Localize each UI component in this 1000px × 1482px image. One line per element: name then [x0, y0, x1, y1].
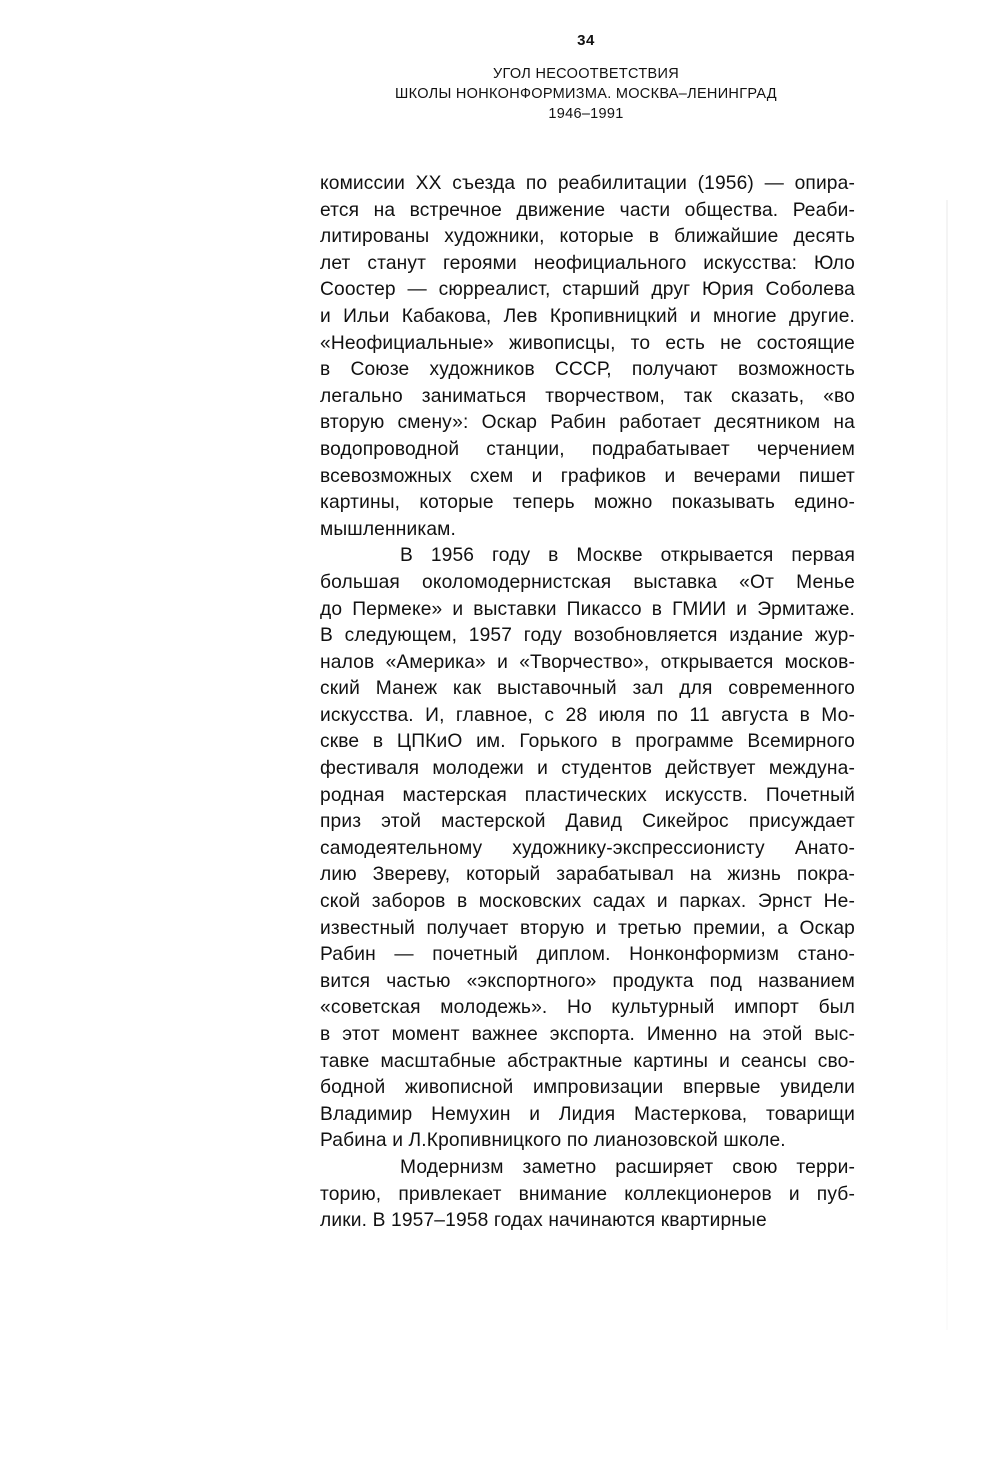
text-line: в этот момент важнее экспорта. Именно на этой выс-: [320, 1024, 855, 1045]
text-line: вится частью «экспортного» продукта под названием: [320, 970, 855, 992]
body-text: [320, 171, 855, 1235]
text-line: и Ильи Кабакова, Лев Кропивницкий и многие другие.: [320, 305, 855, 327]
page-edge-shadow: [946, 200, 948, 1330]
text-line: «Неофициальные» живописцы, то есть не состоящие: [320, 332, 855, 354]
text-line: ский Манеж как выставочный зал для современного: [320, 678, 855, 700]
text-line: торию, привлекает внимание коллекционеров и пуб-: [320, 1183, 855, 1205]
running-head-line: УГОЛ НЕСООТВЕТСТВИЯ: [493, 66, 679, 82]
text-line: Модернизм заметно расширяет свою терри-: [400, 1156, 855, 1178]
paragraph: [320, 171, 855, 543]
text-line: большая околомодернистская выставка «От Менье: [320, 571, 855, 593]
text-line: до Пермеке» и выставки Пикассо в ГМИИ и Эрмитаже.: [320, 598, 855, 620]
text-line: тавке масштабные абстрактные картины и сеансы сво-: [320, 1050, 855, 1072]
text-line: Соостер — сюрреалист, старший друг Юрия Соболева: [320, 279, 855, 301]
text-line: фестиваля молодежи и студентов действует междуна-: [320, 758, 855, 780]
text-line: искусства. И, главное, с 28 июля по 11 августа в Мо-: [320, 704, 855, 726]
text-line: литированы художники, которые в ближайшие десять: [320, 226, 855, 248]
text-line: в Союзе художников СССР, получают возможность: [320, 359, 855, 381]
text-line: Рабина и Л.Кропивницкого по лианозовской школе.: [320, 1130, 786, 1152]
text-line: бодной живописной импровизации впервые увидели: [320, 1077, 855, 1099]
text-line: вторую смену»: Оскар Рабин работает десятником на: [320, 412, 855, 434]
text-line: Владимир Немухин и Лидия Мастеркова, товарищи: [320, 1103, 855, 1125]
paragraph: [320, 543, 855, 1155]
text-line: лики. В 1957–1958 годах начинаются квартирные: [320, 1210, 767, 1232]
text-line: лет станут героями неофициального искусства: Юло: [320, 252, 855, 274]
text-line: приз этой мастерской Давид Сикейрос присуждает: [320, 811, 855, 833]
text-line: картины, которые теперь можно показывать едино-: [320, 492, 855, 514]
text-line: родная мастерская пластических искусств. Почетный: [320, 784, 855, 806]
running-head: [0, 64, 1000, 124]
text-line: ется на встречное движение части общества. Реаби-: [320, 199, 855, 221]
page-number: 34: [577, 32, 595, 49]
text-line: «советская молодежь». Но культурный импорт был: [320, 997, 855, 1019]
text-line: В следующем, 1957 году возобновляется издание жур-: [320, 625, 855, 647]
running-head-line: 1946–1991: [548, 106, 624, 122]
running-head-line: ШКОЛЫ НОНКОНФОРМИЗМА. МОСКВА–ЛЕНИНГРАД: [395, 86, 777, 102]
text-line: известный получает вторую и третью премии, а Оскар: [320, 917, 855, 939]
text-line: лию Звереву, который зарабатывал на жизнь покра-: [320, 864, 855, 886]
text-line: мышленникам.: [320, 518, 456, 540]
text-line: налов «Америка» и «Творчество», открывается москов-: [320, 651, 855, 673]
text-line: всевозможных схем и графиков и вечерами пишет: [320, 465, 855, 487]
text-line: самодеятельному художнику-экспрессионисту Анато-: [320, 837, 855, 859]
text-line: скве в ЦПКиО им. Горького в программе Всемирного: [320, 731, 855, 753]
text-line: ской заборов в московских садах и парках. Эрнст Не-: [320, 891, 855, 913]
text-line: легально заниматься творчеством, так сказать, «во: [320, 385, 855, 407]
text-line: В 1956 году в Москве открывается первая: [400, 545, 855, 567]
text-line: Рабин — почетный диплом. Нонконформизм стано-: [320, 944, 855, 966]
text-line: водопроводной станции, подрабатывает черчением: [320, 438, 855, 460]
text-line: комиссии XX съезда по реабилитации (1956) — опира-: [320, 173, 855, 194]
paragraph: [320, 1155, 855, 1235]
